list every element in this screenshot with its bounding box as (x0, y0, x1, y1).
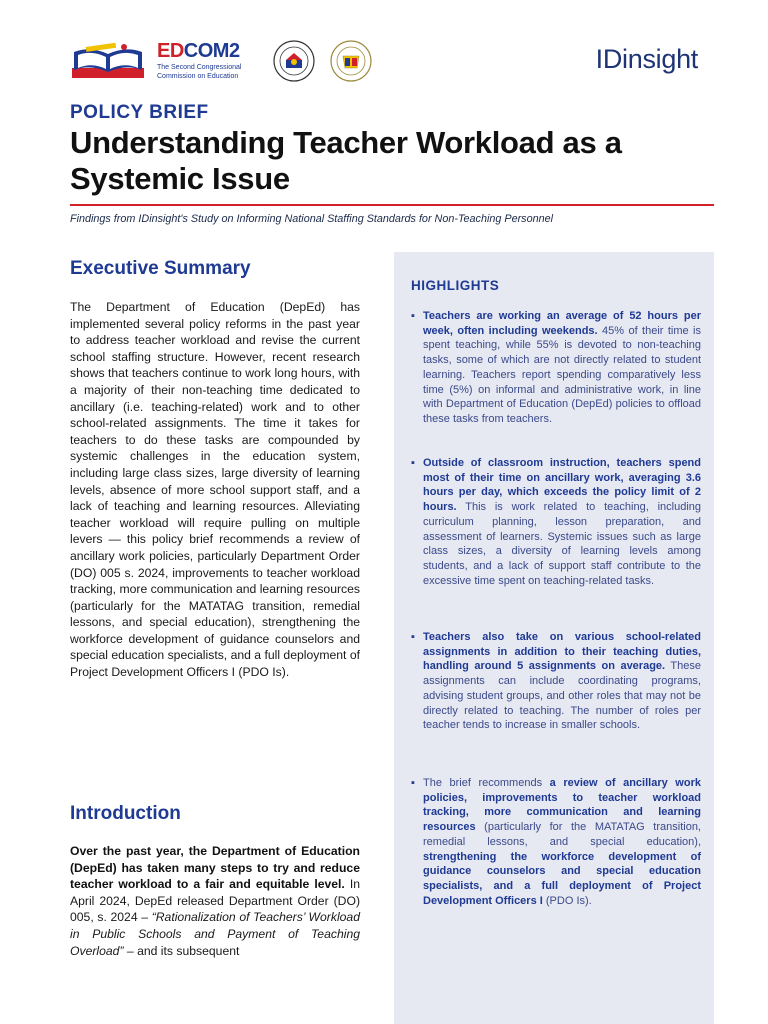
document-title: Understanding Teacher Workload as a Systemic Issue (70, 125, 622, 196)
document-subtitle: Findings from IDinsight's Study on Informing National Staffing Standards for Non-Teaching Personnel (70, 213, 553, 225)
highlights-heading: HIGHLIGHTS (411, 278, 500, 293)
highlight-item: ▪ Teachers are working an average of 52 hours per week, often including weekends. 45% of their time is spent teaching, while 55% is devoted to non-teaching tasks, some of which are not directly related to student learning. Teachers report spending comparatively less time (5%) on informal and administrative work, in line with Department of Education (DepEd) policies to offload these tasks from teachers. (411, 310, 702, 425)
executive-summary-body: The Department of Education (DepEd) has implemented several policy reforms in the past year to address teacher workload and revise the current school staffing structure. However, recent research shows that teachers continue to work long hours, with a majority of their non-teaching time dedicated to ancillary (i.e. teaching-related) work and to other school-related assignments. The time it takes for teachers to do these tasks are compounded by systemic challenges in the education system, including large class sizes, large diversity of learning levels, absence of more school support staff, and a lack of teaching and learning resources. Alleviating teacher workload will require pulling on multiple levers — this policy brief recommends a review of ancillary work policies, particularly Department Order (DO) 005 s. 2024, improvements to teacher workload tracking, more communication and learning resources (particularly for the MATATAG transition, remedial lessons, and special education), strengthening the workforce development of guidance counselors and special education specialists, and a full deployment of Project Development Officers I (PDO Is). (70, 300, 360, 680)
introduction-body: Over the past year, the Department of Education (DepEd) has taken many steps to try and reduce teacher workload to a fair and equitable level. In April 2024, DepEd released Department Order (DO) 005, s. 2024 – “Rationalization of Teachers’ Workload in Public Schools and Payment of Teaching Overload” – and its subsequent (70, 844, 360, 958)
idinsight-logo: IDinsight (595, 44, 698, 74)
edcom-subtitle: The Second Congressional Commission on Education (157, 64, 242, 80)
highlight-item: ▪ The brief recommends a review of ancillary work policies, improvements to teacher workload tracking, more communication and learning resources (particularly for the MATATAG transition, remedial lessons, and special education), strengthening the workforce development of guidance counselors and special education specialists, and a full deployment of Project Development Officers I (PDO Is). (411, 777, 701, 907)
senate-seal-icon (330, 40, 372, 82)
highlight-item: ▪ Outside of classroom instruction, teachers spend most of their time on ancillary work, averaging 3.6 hours per day, which exceeds the policy limit of 2 hours. This is work related to teaching, including curriculum planning, lesson preparation, and assessment of learners. Systemic issues such as large class sizes, a diversity of learning levels among students, and a lack of support staff contribute to the excessive time spent on teaching-related tasks. (411, 457, 701, 587)
edcom-logo (157, 40, 267, 81)
bullet-icon: ▪ (411, 631, 415, 643)
edcom-brand: EDCOM2 (157, 40, 240, 62)
introduction-heading: Introduction (70, 803, 181, 824)
highlight-item: ▪ Teachers also take on various school-related assignments in addition to their teaching duties, handling around 5 assignments on average. These assignments can include coordinating programs, advising student groups, and other roles that may not be directly related to teaching. The number of roles per teacher tends to increase in smaller schools. (411, 631, 701, 732)
document-kicker: POLICY BRIEF (70, 102, 209, 123)
executive-summary-heading: Executive Summary (70, 258, 251, 279)
book-logo-icon (70, 42, 146, 80)
bullet-icon: ▪ (411, 310, 415, 322)
house-seal-icon (273, 40, 315, 82)
highlights-panel (394, 252, 714, 1024)
title-divider (70, 204, 714, 206)
bullet-icon: ▪ (411, 777, 415, 789)
bullet-icon: ▪ (411, 457, 415, 469)
